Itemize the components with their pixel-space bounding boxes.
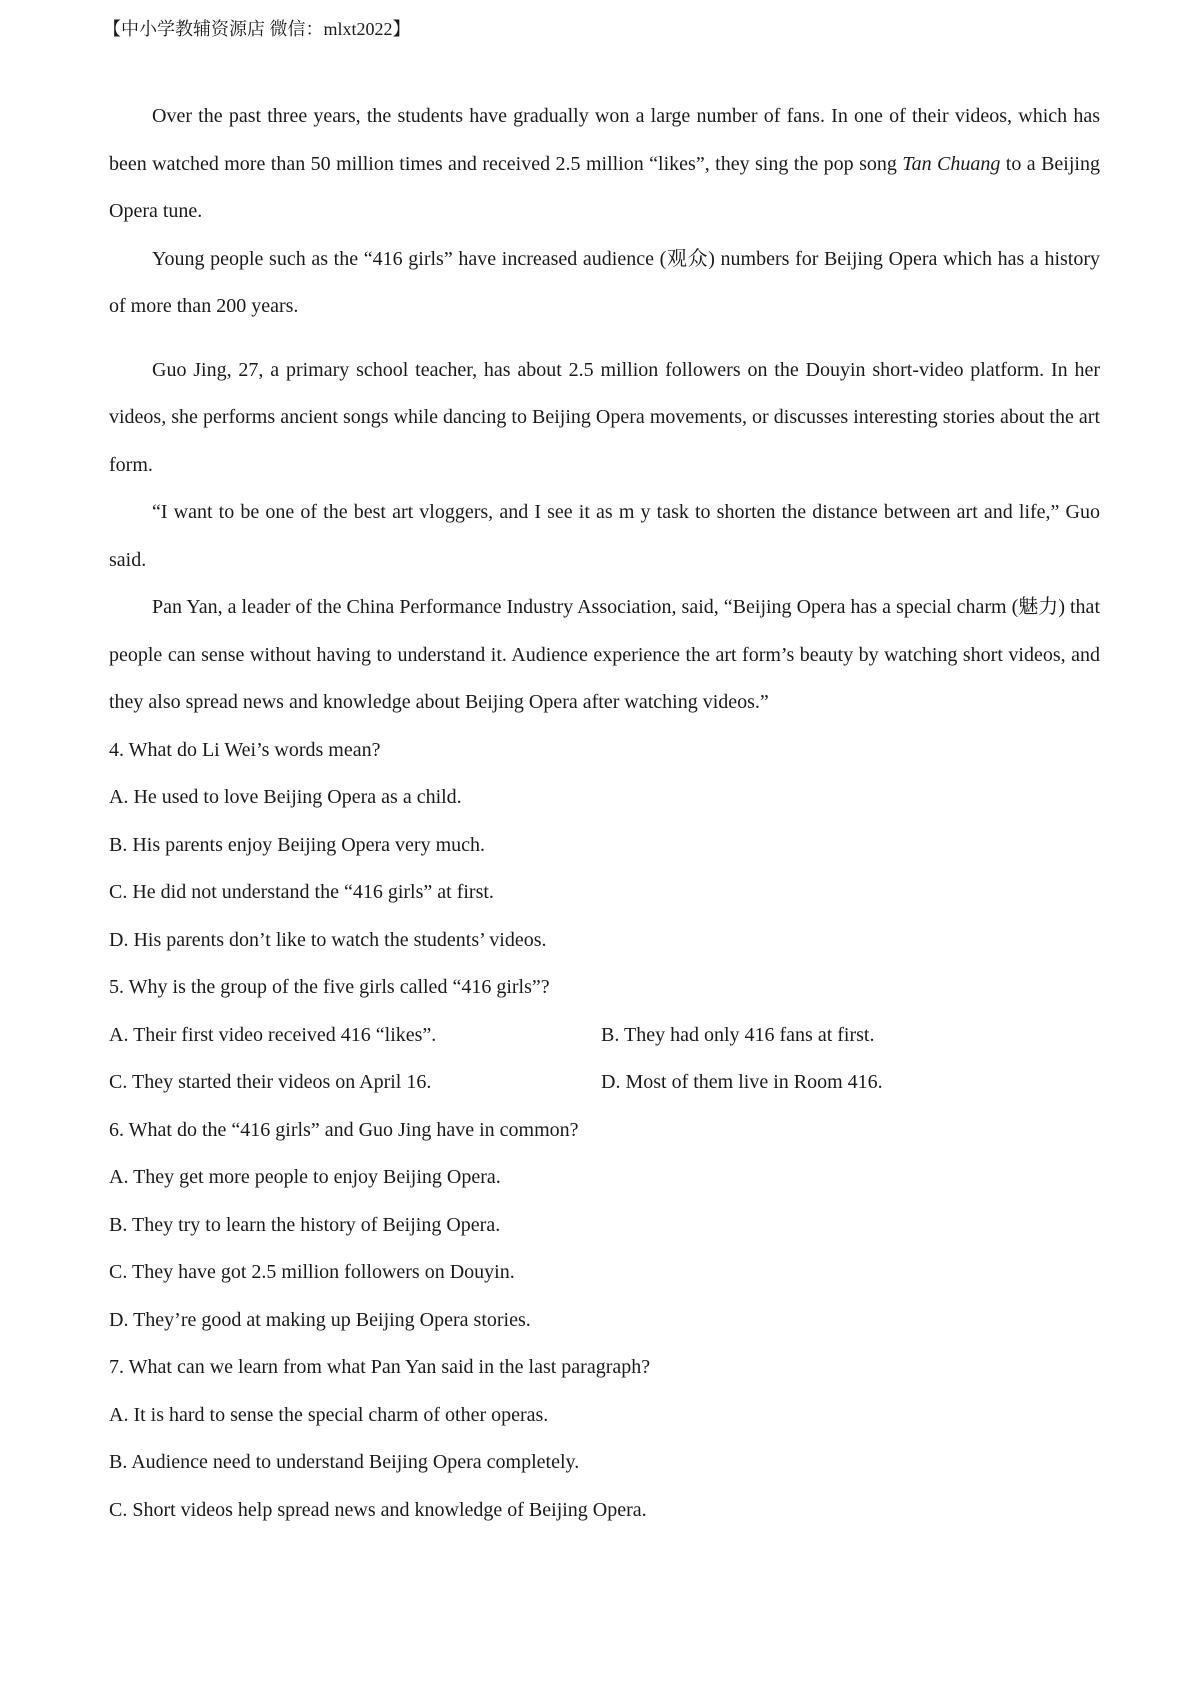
question-7-option-b: B. Audience need to understand Beijing Opera completely. [109,1451,580,1473]
passage-paragraph-1-part-a: Over the past three years, the students have gradually won a large number of fans. In one of their videos, which has been watched more than 50 million times and received 2.5 million “likes”, they sing the pop song [109,105,1100,175]
passage-paragraph-5: Pan Yan, a leader of the China Performance Industry Association, said, “Beijing Opera has a special charm (魅力) that people can sense without having to understand it. Audience experience the art form’s beauty by watching short videos, and they also spread news and knowledge about Beijing Opera after watching videos.” [109,596,1100,713]
question-5-option-b: B. They had only 416 fans at first. [601,1023,875,1046]
question-5-options-row-2 [109,1059,1100,1107]
passage-paragraph-1 [109,93,1100,236]
question-4-stem: 4. What do Li Wei’s words mean? [109,738,381,761]
question-5-stem: 5. Why is the group of the five girls called “416 girls”? [109,976,550,998]
question-5-options-row-1 [109,1012,1100,1060]
question-6-option-d: D. They’re good at making up Beijing Opera stories. [109,1308,531,1331]
question-4-option-c: C. He did not understand the “416 girls” at first. [109,881,494,903]
passage-paragraph-4: “I want to be one of the best art vloggers, and I see it as m y task to shorten the distance between art and life,” Guo said. [109,501,1100,571]
passage-paragraph-2: Young people such as the “416 girls” have increased audience (观众) numbers for Beijing Opera which has a history of more than 200 years. [109,247,1100,317]
question-6-stem: 6. What do the “416 girls” and Guo Jing have in common? [109,1118,579,1141]
document-body [109,93,1100,1534]
page-header: 【中小学教辅资源店 微信：mlxt2022】 [103,19,411,39]
question-4-option-d: D. His parents don’t like to watch the students’ videos. [109,928,547,951]
question-7-option-a: A. It is hard to sense the special charm of other operas. [109,1403,549,1426]
passage-paragraph-1-part-b: to a Beijing Opera tune. [109,152,1100,222]
question-5-option-d: D. Most of them live in Room 416. [601,1071,883,1093]
question-6-option-c: C. They have got 2.5 million followers on Douyin. [109,1261,515,1283]
song-title: Tan Chuang [902,152,1001,175]
question-4-option-b: B. His parents enjoy Beijing Opera very much. [109,833,486,856]
passage-paragraph-3: Guo Jing, 27, a primary school teacher, has about 2.5 million followers on the Douyin short-video platform. In her videos, she performs ancient songs while dancing to Beijing Opera movements, or discusses interesting stories about the art form. [109,358,1100,476]
question-4-option-a: A. He used to love Beijing Opera as a child. [109,786,462,808]
question-5-option-a: A. Their first video received 416 “likes”. [109,1023,437,1046]
question-6-option-a: A. They get more people to enjoy Beijing Opera. [109,1166,501,1188]
question-7-stem: 7. What can we learn from what Pan Yan said in the last paragraph? [109,1356,651,1378]
question-5-option-c: C. They started their videos on April 16. [109,1071,432,1093]
question-6-option-b: B. They try to learn the history of Beijing Opera. [109,1213,501,1236]
question-7-option-c: C. Short videos help spread news and knowledge of Beijing Opera. [109,1498,647,1521]
